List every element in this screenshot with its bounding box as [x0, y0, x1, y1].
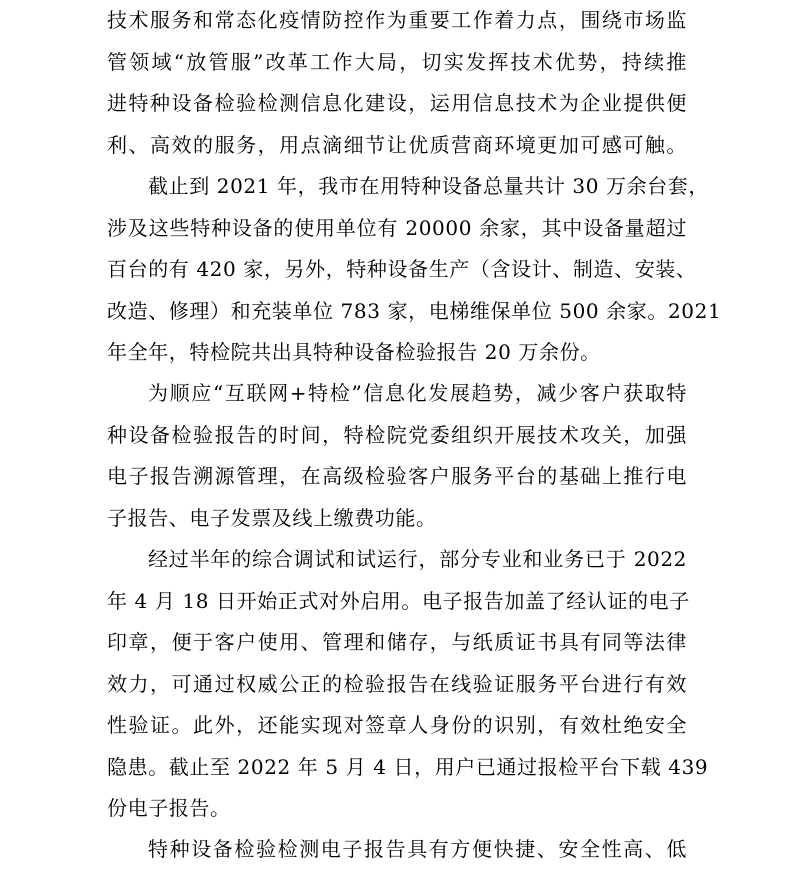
- text-line: 百台的有 420 家，另外，特种设备生产（含设计、制造、安装、: [107, 257, 697, 281]
- text-line: 电子报告溯源管理，在高级检验客户服务平台的基础上推行电: [107, 464, 687, 488]
- text-line: 进特种设备检验检测信息化建设，运用信息技术为企业提供便: [107, 91, 687, 115]
- text-line: 种设备检验报告的时间，特检院党委组织开展技术攻关，加强: [107, 422, 687, 447]
- text-line: 印章，便于客户使用、管理和储存，与纸质证书具有同等法律: [107, 630, 687, 654]
- text-line: 年 4 月 18 日开始正式对外启用。电子报告加盖了经认证的电子: [107, 588, 690, 613]
- text-line: 改造、修理）和充装单位 783 家，电梯维保单位 500 余家。2021: [107, 298, 722, 323]
- text-line: 经过半年的综合调试和试运行，部分专业和业务已于 2022: [148, 547, 687, 571]
- text-line: 年全年，特检院共出具特种设备检验报告 20 万余份。: [107, 340, 601, 364]
- text-line: 管领域“放管服”改革工作大局，切实发挥技术优势，持续推: [107, 49, 687, 74]
- text-line: 隐患。截止至 2022 年 5 月 4 日，用户已通过报检平台下载 439: [107, 754, 709, 779]
- text-line: 特种设备检验检测电子报告具有方便快捷、安全性高、低: [148, 837, 687, 861]
- paragraph-5: [107, 829, 687, 871]
- text-line: 效力，可通过权威公正的检验报告在线验证服务平台进行有效: [107, 671, 687, 696]
- text-line: 涉及这些特种设备的使用单位有 20000 余家，其中设备量超过: [107, 215, 687, 240]
- text-line: 技术服务和常态化疫情防控作为重要工作着力点，围绕市场监: [107, 8, 687, 32]
- text-line: 性验证。此外，还能实现对签章人身份的识别，有效杜绝安全: [107, 713, 687, 737]
- paragraph-2: [107, 166, 722, 374]
- paragraph-1: [107, 0, 687, 166]
- text-line: 为顺应“互联网+特检”信息化发展趋势，减少客户获取特: [148, 381, 687, 405]
- paragraph-4: [107, 539, 709, 830]
- paragraph-3: [107, 373, 687, 539]
- text-line: 利、高效的服务，用点滴细节让优质营商环境更加可感可触。: [107, 132, 687, 157]
- text-line: 截止到 2021 年，我市在用特种设备总量共计 30 万余台套，: [148, 174, 709, 198]
- text-line: 份电子报告。: [107, 796, 231, 820]
- text-line: 子报告、电子发票及线上缴费功能。: [107, 505, 437, 530]
